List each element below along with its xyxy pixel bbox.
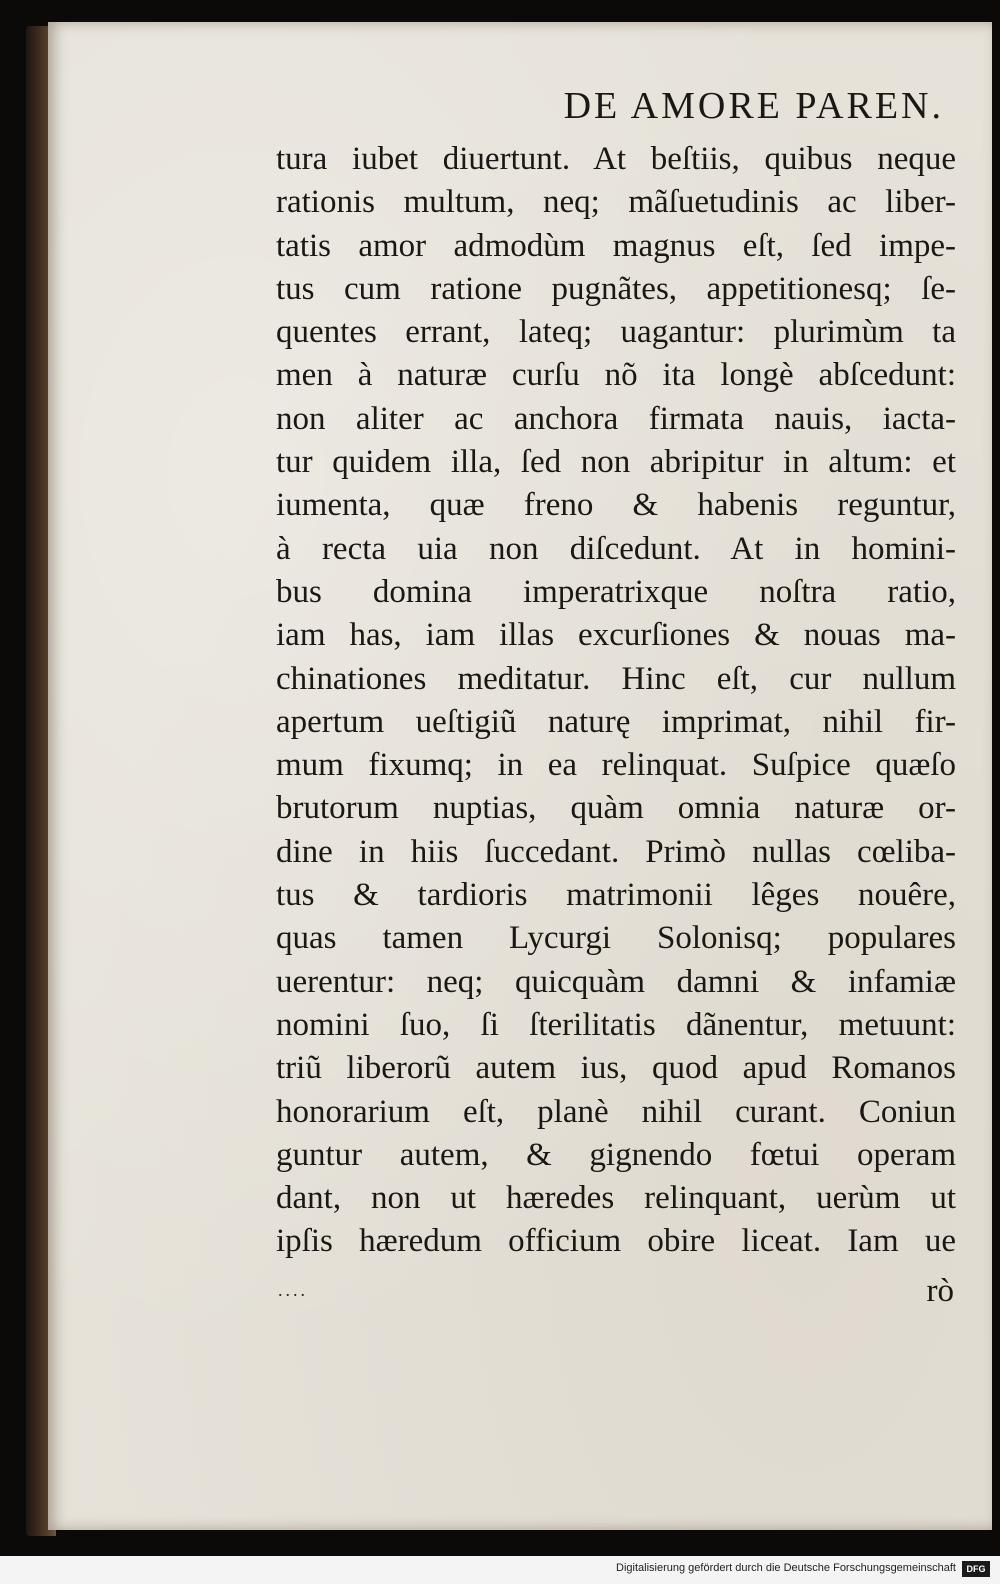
text-line: chinationes meditatur. Hinc eſt, cur nullum [276,660,956,697]
text-line: mum fixumq; in ea relinquat. Suſpice quæſo [276,747,956,784]
text-line: tatis amor admodùm magnus eſt, ſed impe- [276,227,956,264]
text-line: uerentur: neq; quicquàm damni & infamiæ [276,963,956,1000]
catch-mark: .... [278,1279,308,1300]
running-head: DE AMORE PAREN. [563,85,944,127]
text-line: non aliter ac anchora firmata nauis, iacta- [276,400,956,437]
text-line: iumenta, quæ freno & habenis reguntur, [276,487,956,524]
footer-credit-bar [0,1556,1000,1584]
catchword-row [276,1270,956,1314]
text-line: honorarium eſt, planè nihil curant. Coniun [276,1093,956,1130]
text-line: quentes errant, lateq; uagantur: plurimùm ta [276,314,956,351]
text-line: quas tamen Lycurgi Solonisq; populares [276,920,956,957]
text-line: rationis multum, neq; mãſuetudinis ac liber- [276,184,956,221]
text-line: tur quidem illa, ſed non abripitur in altum: et [276,444,956,481]
text-line: dine in hiis ſuccedant. Primò nullas cœliba- [276,833,956,870]
text-line: men à naturæ curſu nõ ita longè abſcedunt: [276,357,956,394]
book-page [48,22,992,1530]
funding-credit: Digitalisierung gefördert durch die Deutsche Forschungsgemeinschaft [616,1562,956,1574]
dfg-logo-icon: DFG [962,1561,990,1577]
page-text-block [276,82,956,1314]
text-line: brutorum nuptias, quàm omnia naturæ or- [276,790,956,827]
text-line: nomini ſuo, ſi ſterilitatis dãnentur, metuunt: [276,1006,956,1043]
catchword: rò [926,1272,954,1309]
text-line: iam has, iam illas excurſiones & nouas ma- [276,617,956,654]
text-line: tus & tardioris matrimonii lêges nouêre, [276,877,956,914]
text-line: tus cum ratione pugnãtes, appetitionesq; ſe- [276,270,956,307]
text-line: ipſis hæredum officium obire liceat. Iam ue [276,1223,956,1260]
text-line: tura iubet diuertunt. At beſtiis, quibus neque [276,141,956,177]
text-line: apertum ueſtigiũ naturę imprimat, nihil fir- [276,703,956,740]
text-line: à recta uia non diſcedunt. At in homini- [276,530,956,567]
text-line: triũ liberorũ autem ius, quod apud Romanos [276,1050,956,1087]
text-line: bus domina imperatrixque noſtra ratio, [276,573,956,610]
text-line: dant, non ut hæredes relinquant, uerùm ut [276,1180,956,1217]
text-line: guntur autem, & gignendo fœtui operam [276,1136,956,1173]
body-text [276,138,956,1264]
